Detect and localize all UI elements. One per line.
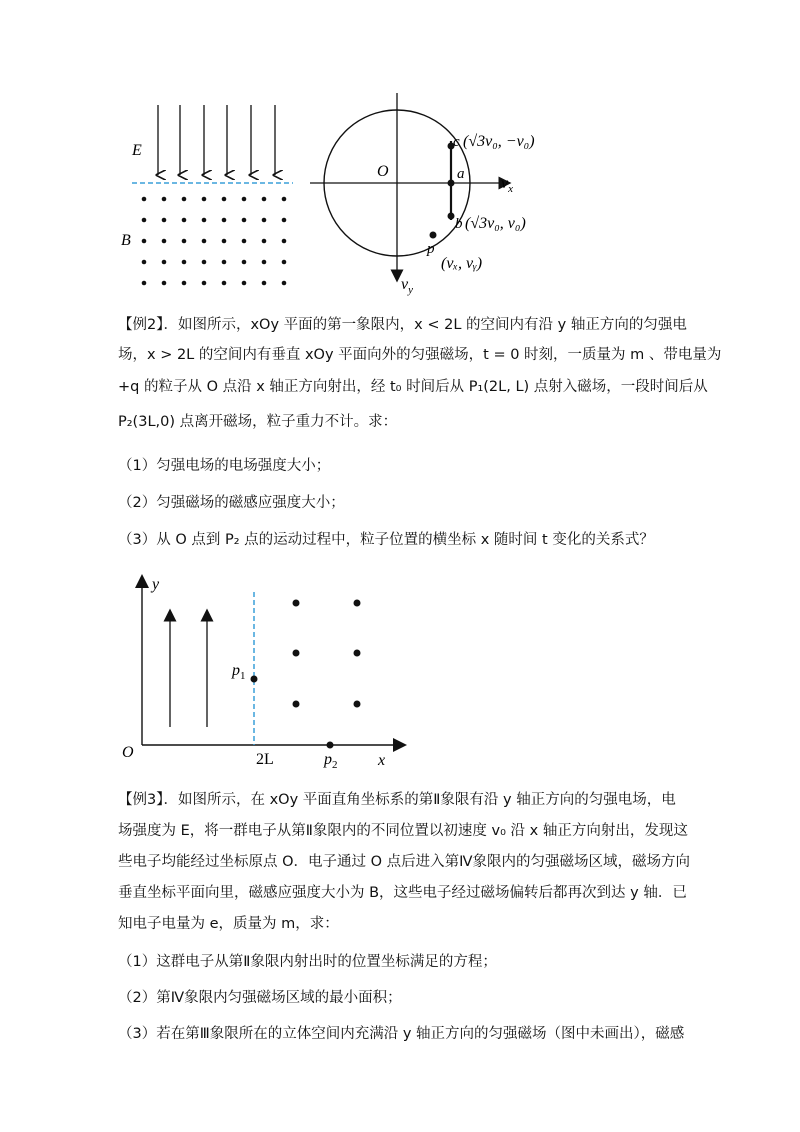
field-dot xyxy=(142,281,147,286)
point-p2 xyxy=(327,742,334,749)
ex2-question-1: （1）匀强电场的电场强度大小； xyxy=(118,458,331,474)
field-dot xyxy=(162,197,167,202)
ex2-line-1: 【例2】．如图所示，xOy 平面的第一象限内，x < 2L 的空间内有沿 y 轴正方向的匀强电 xyxy=(118,317,687,333)
field-dot xyxy=(202,239,207,244)
field-dot xyxy=(222,239,227,244)
field-dot xyxy=(222,281,227,286)
label-a: a xyxy=(457,166,465,182)
field-dot xyxy=(282,281,287,286)
field-dot xyxy=(262,281,267,286)
ex3-line-3: 些电子均能经过坐标原点 O．电子通过 O 点后进入第Ⅳ象限内的匀强磁场区域，磁场方向 xyxy=(118,854,691,870)
field-dot xyxy=(202,218,207,223)
field-dot xyxy=(282,197,287,202)
label-p1: $p_1$ xyxy=(232,662,246,682)
label-p2: $p_2$ xyxy=(324,751,338,771)
field-dot xyxy=(282,218,287,223)
label-b: b xyxy=(455,216,463,232)
magnetic-field-dots xyxy=(142,197,287,286)
b-field-dots xyxy=(293,600,361,708)
field-dot xyxy=(282,260,287,265)
field-dot xyxy=(242,260,247,265)
field-dot xyxy=(242,281,247,286)
label-B: B xyxy=(121,232,131,249)
label-y: y xyxy=(152,576,160,593)
label-b-coord: (√3v₀, v₀) xyxy=(465,215,526,232)
field-dot xyxy=(242,239,247,244)
ex3-line-2: 场强度为 E，将一群电子从第Ⅱ象限内的不同位置以初速度 v₀ 沿 x 轴正方向射出，发现这 xyxy=(118,823,688,839)
field-dot xyxy=(142,218,147,223)
field-dot xyxy=(262,239,267,244)
figure-velocity-circle xyxy=(305,88,575,298)
field-dot xyxy=(242,218,247,223)
label-c: c xyxy=(453,134,460,150)
ex3-question-1: （1）这群电子从第Ⅱ象限内射出时的位置坐标满足的方程； xyxy=(118,954,497,970)
label-c-coord: (√3v₀, −v₀) xyxy=(463,133,535,150)
field-dot xyxy=(142,197,147,202)
label-x: x xyxy=(378,752,386,769)
field-dot xyxy=(162,281,167,286)
field-dot xyxy=(182,281,187,286)
point-p xyxy=(430,232,437,239)
field-dot xyxy=(182,197,187,202)
label-vx: $v_x$ xyxy=(501,175,513,195)
label-O: O xyxy=(377,163,389,180)
ex3-question-3: （3）若在第Ⅲ象限所在的立体空间内充满沿 y 轴正方向的匀强磁场（图中未画出），磁感 xyxy=(118,1026,685,1042)
ex3-line-1: 【例3】．如图所示，在 xOy 平面直角坐标系的第Ⅱ象限有沿 y 轴正方向的匀强电场，电 xyxy=(118,792,676,808)
electric-field-arrows xyxy=(158,105,275,175)
label-E: E xyxy=(132,142,142,159)
field-dot xyxy=(222,260,227,265)
ex2-line-4: P₂(3L,0) 点离开磁场，粒子重力不计。求： xyxy=(118,414,398,430)
ex2-question-3: （3）从 O 点到 P₂ 点的运动过程中，粒子位置的横坐标 x 随时间 t 变化的关系式？ xyxy=(118,532,654,548)
figure-ex2 xyxy=(118,567,418,772)
field-dot xyxy=(162,239,167,244)
figure-field-region xyxy=(118,95,303,295)
field-dot xyxy=(242,197,247,202)
field-dot xyxy=(202,197,207,202)
field-dot xyxy=(202,260,207,265)
field-dot xyxy=(262,260,267,265)
label-p: p xyxy=(427,241,435,257)
field-dot xyxy=(262,197,267,202)
ex2-question-2: （2）匀强磁场的磁感应强度大小； xyxy=(118,495,345,511)
field-dot xyxy=(142,260,147,265)
field-dot xyxy=(162,218,167,223)
ex3-question-2: （2）第Ⅳ象限内匀强磁场区域的最小面积； xyxy=(118,990,402,1006)
label-2L: 2L xyxy=(256,751,274,768)
ex3-line-4: 垂直坐标平面向里，磁感应强度大小为 B，这些电子经过磁场偏转后都再次到达 y 轴．已 xyxy=(118,885,687,901)
ex2-line-2: 场，x > 2L 的空间内有垂直 xOy 平面向外的匀强磁场，t = 0 时刻，一质量为 m 、带电量为 xyxy=(118,347,722,363)
field-dot xyxy=(182,218,187,223)
field-dot xyxy=(282,239,287,244)
field-dot xyxy=(222,197,227,202)
field-dot xyxy=(142,239,147,244)
field-dot xyxy=(202,281,207,286)
label-vy: $v_y$ xyxy=(401,276,413,296)
field-dot xyxy=(262,218,267,223)
field-dot xyxy=(182,239,187,244)
point-a xyxy=(448,180,455,187)
point-p1 xyxy=(251,676,258,683)
ex3-line-5: 知电子电量为 e，质量为 m，求： xyxy=(118,916,339,932)
field-dot xyxy=(222,218,227,223)
ex2-line-3: +q 的粒子从 O 点沿 x 轴正方向射出，经 t₀ 时间后从 P₁(2L, L) 点射入磁场，一段时间后从 xyxy=(118,379,708,395)
field-dot xyxy=(182,260,187,265)
point-b xyxy=(448,213,455,220)
label-origin: O xyxy=(122,744,134,761)
field-dot xyxy=(162,260,167,265)
label-p-coord: (vₓ, vᵧ) xyxy=(441,255,483,272)
